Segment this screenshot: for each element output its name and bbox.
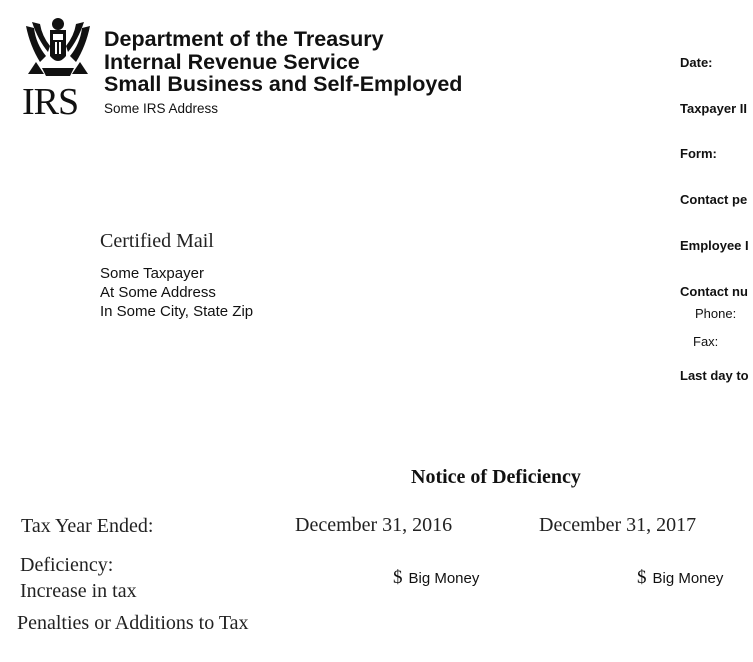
taxpayer-id-label: Taxpayer II [680, 101, 747, 116]
dollar-sign: $ [393, 567, 403, 588]
agency-department: Department of the Treasury [104, 27, 384, 51]
amount-2017 [637, 567, 723, 589]
amount-value: Big Money [652, 570, 724, 587]
amount-2016 [393, 567, 479, 589]
recipient-street: At Some Address [100, 284, 216, 301]
increase-in-tax-label: Increase in tax [20, 580, 137, 602]
employee-id-label: Employee I [680, 238, 749, 253]
fax-label: Fax: [693, 334, 719, 349]
contact-person-label: Contact pe [680, 192, 748, 207]
penalties-label: Penalties or Additions to Tax [17, 612, 249, 634]
notice-title: Notice of Deficiency [411, 466, 581, 488]
deficiency-label: Deficiency: [20, 554, 114, 576]
contact-number-label: Contact nu [680, 284, 748, 299]
tax-year-2017: December 31, 2017 [539, 514, 697, 536]
agency-address: Some IRS Address [104, 100, 219, 116]
recipient-city: In Some City, State Zip [100, 303, 254, 320]
certified-mail-label: Certified Mail [100, 230, 214, 252]
recipient-address [100, 264, 253, 321]
last-day-label: Last day to [680, 368, 749, 383]
form-label: Form: [680, 146, 717, 161]
agency-irs: Internal Revenue Service [104, 49, 360, 74]
tax-year-label: Tax Year Ended: [21, 515, 154, 537]
recipient-name: Some Taxpayer [100, 265, 204, 282]
tax-year-2016: December 31, 2016 [295, 514, 453, 536]
agency-division: Small Business and Self-Employed [104, 72, 463, 96]
amount-value: Big Money [408, 570, 480, 587]
eagle-icon [22, 16, 94, 80]
agency-header [104, 28, 462, 116]
date-label: Date: [680, 55, 713, 70]
dollar-sign: $ [637, 567, 647, 588]
irs-logo-text: IRS [22, 81, 79, 123]
phone-label: Phone: [695, 306, 737, 321]
